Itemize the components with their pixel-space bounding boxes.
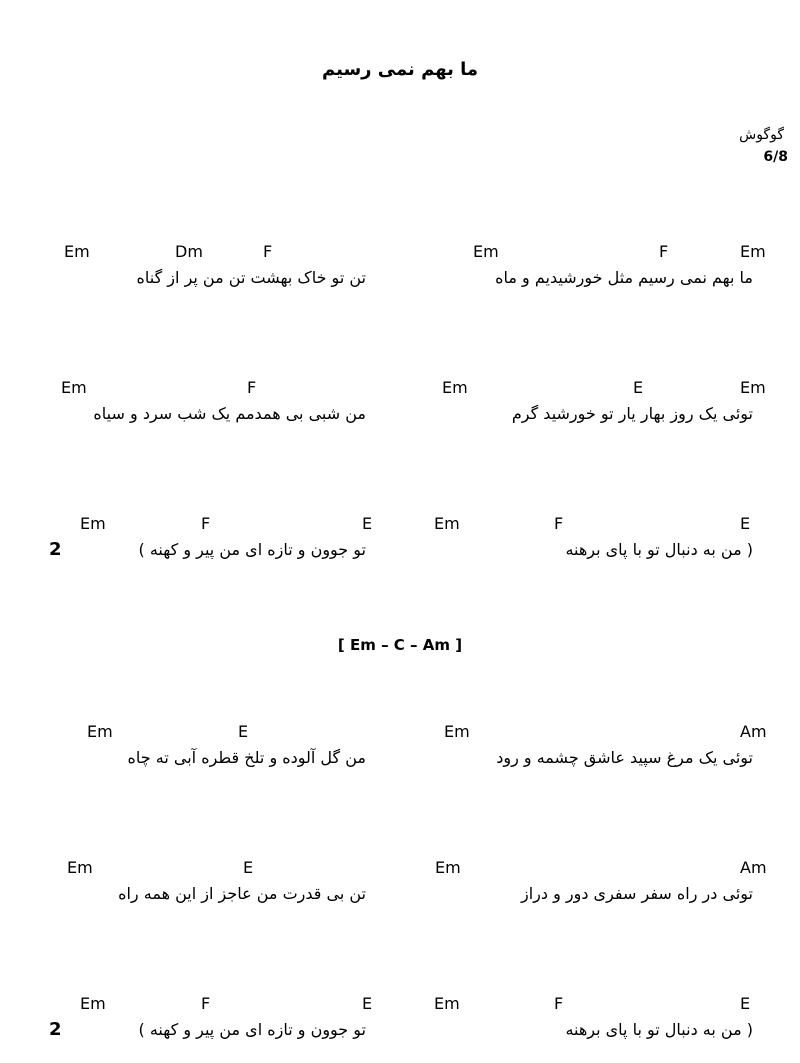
chord: Am	[740, 722, 767, 741]
chord: Em	[435, 858, 461, 877]
lyric-line: توئی در راه سفر سفری دور و دراز	[520, 884, 753, 903]
chord: F	[554, 994, 564, 1013]
verse-line-3	[0, 722, 784, 782]
chord: Em	[434, 514, 460, 533]
right-phrase	[400, 514, 784, 574]
song-title: ما بهم نمی رسیم	[321, 59, 479, 80]
lyric-line: ( من به دنبال تو با پای برهنه	[565, 1020, 753, 1039]
chord: E	[362, 514, 373, 533]
chord: F	[201, 994, 211, 1013]
chord: Em	[64, 242, 90, 261]
chord: Em	[740, 242, 766, 261]
chorus-line-2	[0, 994, 784, 1054]
chord: Em	[67, 858, 93, 877]
lyric-line: تن بی قدرت من عاجز از این همه راه	[118, 884, 366, 903]
verse-line-1	[0, 242, 784, 302]
chord: E	[362, 994, 373, 1013]
chord: Em	[61, 378, 87, 397]
lyric-line: من شبی بی همدمم یک شب سرد و سیاه	[93, 404, 366, 423]
left-phrase	[40, 722, 380, 782]
left-phrase	[40, 994, 380, 1054]
left-phrase	[40, 858, 380, 918]
lyric-line: ما بهم نمی رسیم مثل خورشیدیم و ماه	[495, 268, 753, 287]
chord: Em	[434, 994, 460, 1013]
chord: Em	[87, 722, 113, 741]
right-phrase	[400, 858, 784, 918]
chord: Em	[740, 378, 766, 397]
chord: F	[659, 242, 669, 261]
chorus-line-1	[0, 514, 784, 574]
lyric-line: تو جوون و تازه ای من پیر و کهنه )	[138, 540, 366, 559]
left-phrase	[40, 242, 380, 302]
chord: E	[633, 378, 644, 397]
verse-line-2	[0, 378, 784, 438]
chord: Em	[80, 514, 106, 533]
chord: E	[243, 858, 254, 877]
right-phrase	[400, 722, 784, 782]
chord: Em	[80, 994, 106, 1013]
repeat-marker: 2	[49, 1019, 62, 1040]
lyric-line: توئی یک مرغ سپید عاشق چشمه و رود	[496, 748, 753, 767]
chord: F	[554, 514, 564, 533]
lyric-line: توئی یک روز بهار یار تو خورشید گرم	[511, 404, 753, 423]
right-phrase	[400, 242, 784, 302]
time-signature: 6/8	[763, 149, 788, 165]
chord: E	[740, 514, 751, 533]
right-phrase	[400, 378, 784, 438]
verse-line-4	[0, 858, 784, 918]
lyric-line: تو جوون و تازه ای من پیر و کهنه )	[138, 1020, 366, 1039]
chord: F	[247, 378, 257, 397]
chord: F	[263, 242, 273, 261]
left-phrase	[40, 514, 380, 574]
left-phrase	[40, 378, 380, 438]
chord: Am	[740, 858, 767, 877]
chord: Em	[442, 378, 468, 397]
lyric-line: تن تو خاک بهشت تن من پر از گناه	[136, 268, 366, 287]
chord: E	[740, 994, 751, 1013]
artist-name: گوگوش	[739, 127, 784, 143]
chord: Em	[473, 242, 499, 261]
chord: F	[201, 514, 211, 533]
repeat-marker: 2	[49, 539, 62, 560]
interlude-chords: [ Em – C – Am ]	[337, 636, 463, 654]
chord: Dm	[175, 242, 203, 261]
lyric-line: ( من به دنبال تو با پای برهنه	[565, 540, 753, 559]
lyric-line: من گل آلوده و تلخ قطره آبی ته چاه	[127, 748, 366, 767]
chord: Em	[444, 722, 470, 741]
chord: E	[238, 722, 249, 741]
right-phrase	[400, 994, 784, 1054]
